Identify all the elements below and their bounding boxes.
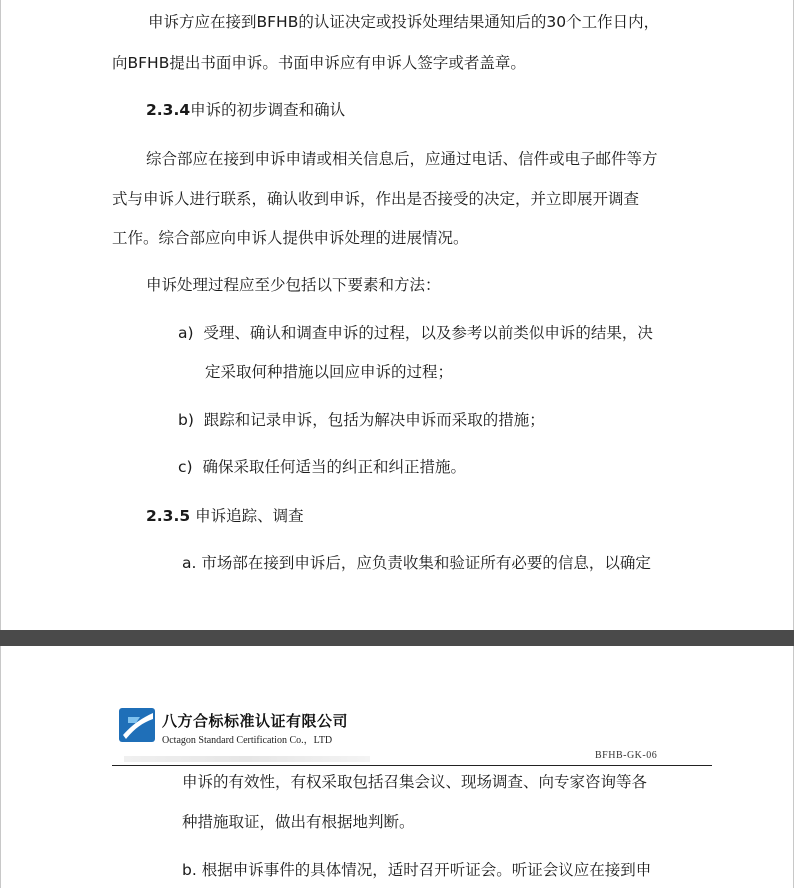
paragraph-line: 申诉方应在接到BFHB的认证决定或投诉处理结果通知后的30个工作日内，: [148, 13, 660, 31]
document-code: BFHB-GK-06: [595, 750, 658, 761]
paragraph-line: 工作。综合部应向申诉人提供申诉处理的进展情况。: [112, 229, 469, 247]
list-item-c: [178, 457, 466, 477]
section-heading-2-3-4: [146, 100, 345, 120]
paragraph-line: 式与申诉人进行联系，确认收到申诉，作出是否接受的决定，并立即展开调查: [112, 190, 640, 208]
paragraph-line: a. 市场部在接到申诉后，应负责收集和验证所有必要的信息，以确定: [182, 554, 651, 572]
list-text: 确保采取任何适当的纠正和纠正措施。: [202, 458, 466, 476]
paragraph-line: 向BFHB提出书面申诉。书面申诉应有申诉人签字或者盖章。: [112, 54, 526, 72]
list-text: 受理、确认和调查申诉的过程，以及参考以前类似申诉的结果，决: [203, 324, 653, 342]
company-logo-icon: [118, 705, 158, 745]
list-marker: a): [178, 324, 194, 342]
list-item-continuation: 定采取何种措施以回应申诉的过程；: [205, 363, 454, 381]
paragraph-line: 申诉处理过程应至少包括以下要素和方法：: [146, 276, 441, 294]
section-heading-2-3-5: [146, 506, 304, 526]
list-text: 跟踪和记录申诉，包括为解决申诉而采取的措施；: [203, 411, 545, 429]
section-title: 申诉追踪、调查: [190, 507, 304, 525]
paragraph-line: 申诉的有效性，有权采取包括召集会议、现场调查、向专家咨询等各: [182, 773, 648, 791]
paragraph-line: 种措施取证，做出有根据地判断。: [182, 813, 415, 831]
list-marker: c): [178, 458, 193, 476]
paragraph-line: 综合部应在接到申诉申请或相关信息后，应通过电话、信件或电子邮件等方: [146, 150, 658, 168]
list-item-a: [178, 323, 653, 343]
document-page-2: [0, 646, 794, 888]
section-number: 2.3.5: [146, 507, 191, 525]
paragraph-line: b. 根据申诉事件的具体情况，适时召开听证会。听证会议应在接到申: [182, 861, 652, 879]
section-title: 申诉的初步调查和确认: [190, 101, 346, 119]
company-name-cn: 八方合标标准认证有限公司: [162, 712, 349, 730]
company-name-en: Octagon Standard Certification Co.，LTD: [162, 735, 333, 746]
list-item-b: [178, 410, 545, 430]
header-divider: [112, 765, 712, 766]
section-number: 2.3.4: [146, 101, 191, 119]
header-decoration: [124, 756, 370, 762]
page-separator: [0, 630, 794, 646]
list-marker: b): [178, 411, 194, 429]
